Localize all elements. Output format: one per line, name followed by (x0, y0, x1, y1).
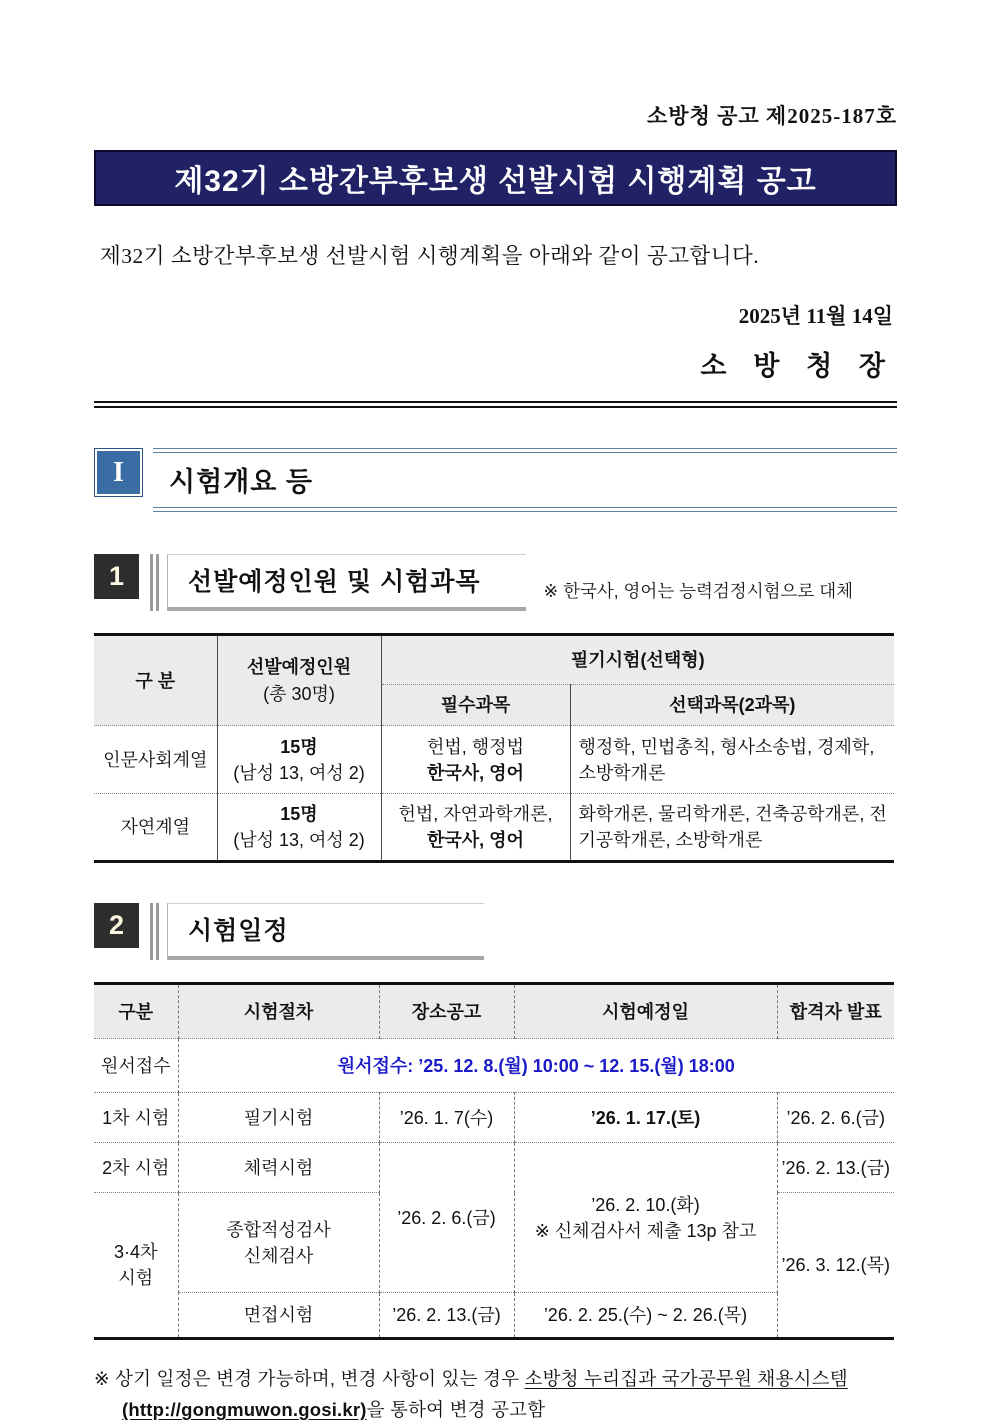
schedule-change-note-line1 (94, 1364, 897, 1395)
table1-science-required (381, 794, 570, 862)
schedule-change-note (94, 1364, 897, 1425)
document-title: 제32기 소방간부후보생 선발시험 시행계획 공고 (174, 165, 817, 198)
table2-header-venue: 장소공고 (379, 984, 514, 1039)
table2-merged-date (514, 1143, 777, 1293)
subsection-2-number-box (94, 903, 139, 948)
table2-first-procedure: 필기시험 (178, 1093, 379, 1143)
table2-merged-date-note: ※ 신체검사서 제출 13p 참고 (534, 1220, 757, 1241)
table2-second-label: 2차 시험 (94, 1143, 178, 1193)
subsection-1-number-box (94, 554, 139, 599)
table2-first-label: 1차 시험 (94, 1093, 178, 1143)
table1-humanities-required-line1: 헌법, 행정법 (427, 736, 524, 757)
table2-row-second-exam (94, 1143, 894, 1193)
table1-science-quota-main: 15명 (280, 804, 318, 825)
schedule-table (94, 982, 894, 1340)
table1-header-quota-line1: 선발예정인원 (246, 657, 352, 678)
horizontal-double-rule (94, 401, 897, 408)
table1-humanities-quota-main: 15명 (280, 736, 318, 757)
table1-row-science (94, 794, 894, 862)
table2-interview-date: ’26. 2. 25.(수) ~ 2. 26.(목) (514, 1293, 777, 1339)
note-line2-suffix: 을 통하여 변경 공고함 (366, 1398, 546, 1420)
table2-merged-venue: ’26. 2. 6.(금) (379, 1143, 514, 1293)
table1-header-elective: 선택과목(2과목) (570, 685, 894, 726)
table2-application-detail: 원서접수: ’25. 12. 8.(월) 10:00 ~ 12. 15.(월) 18:00 (178, 1039, 894, 1093)
subsection-1-number: 1 (108, 561, 125, 591)
table2-third-fourth-label (94, 1193, 178, 1339)
table1-header-quota-line2: (총 30명) (263, 683, 335, 704)
table2-second-procedure: 체력시험 (178, 1143, 379, 1193)
subsection-1-divider-bars (150, 554, 159, 611)
note-url: (http://gongmuwon.gosi.kr) (122, 1398, 367, 1420)
section-1-numeral: I (113, 456, 124, 488)
note-line1-underlined: 소방청 누리집과 국가공무원 채용시스템 (524, 1368, 848, 1390)
table2-third-procedure (178, 1193, 379, 1293)
section-1-bottomline (153, 507, 897, 512)
table1-header-category: 구 분 (94, 635, 217, 726)
table2-interview-venue: ’26. 2. 13.(금) (379, 1293, 514, 1339)
subsection-1-heading (94, 554, 897, 611)
table2-third-label-line2: 시험 (118, 1268, 154, 1289)
table1-row-humanities (94, 726, 894, 794)
subsection-1-title: 선발예정인원 및 시험과목 (167, 554, 526, 611)
title-banner (94, 150, 897, 206)
table1-science-required-line1: 헌법, 자연과학개론, (398, 804, 553, 825)
table2-header-result: 합격자 발표 (777, 984, 894, 1039)
table2-header-procedure: 시험절차 (178, 984, 379, 1039)
table2-header-category: 구분 (94, 984, 178, 1039)
table1-header-quota (217, 635, 381, 726)
subsection-2-title: 시험일정 (167, 903, 484, 960)
document-content (94, 0, 897, 1425)
table2-row-interview (94, 1293, 894, 1339)
table1-science-quota (217, 794, 381, 862)
table1-humanities-required-line2: 한국사, 영어 (427, 762, 524, 783)
table1-science-elective: 화학개론, 물리학개론, 건축공학개론, 전기공학개론, 소방학개론 (570, 794, 894, 862)
section-1-title-block (153, 448, 897, 512)
table2-first-result: ’26. 2. 6.(금) (777, 1093, 894, 1143)
table2-third-procedure-line2: 신체검사 (243, 1245, 314, 1266)
table1-science-quota-sub: (남성 13, 여성 2) (233, 830, 365, 851)
section-1-numeral-box (94, 448, 143, 497)
table2-row-first-exam (94, 1093, 894, 1143)
table2-application-label: 원서접수 (94, 1039, 178, 1093)
table2-interview-procedure: 면접시험 (178, 1293, 379, 1339)
table1-header-required: 필수과목 (381, 685, 570, 726)
section-1-heading (94, 448, 897, 512)
subsection-2-number: 2 (108, 910, 125, 941)
table1-humanities-category: 인문사회계열 (94, 726, 217, 794)
table1-humanities-quota (217, 726, 381, 794)
notice-number: 소방청 공고 제2025-187호 (647, 104, 897, 128)
table2-first-date: ’26. 1. 17.(토) (514, 1093, 777, 1143)
signer-title: 소 방 청 장 (700, 351, 895, 381)
quota-subjects-table (94, 633, 894, 863)
table2-third-result: ’26. 3. 12.(목) (777, 1193, 894, 1339)
table1-science-category: 자연계열 (94, 794, 217, 862)
table1-science-required-line2: 한국사, 영어 (427, 830, 524, 851)
note-line1-prefix: ※ 상기 일정은 변경 가능하며, 변경 사항이 있는 경우 (94, 1368, 525, 1390)
table2-third-label-line1: 3·4차 (114, 1242, 158, 1263)
subsection-2-heading (94, 903, 897, 960)
table2-merged-date-line1: ’26. 2. 10.(화) (591, 1194, 700, 1215)
section-1-title: 시험개요 등 (169, 467, 313, 497)
table2-header-date: 시험예정일 (514, 984, 777, 1039)
table2-first-venue: ’26. 1. 7(수) (379, 1093, 514, 1143)
table2-second-result: ’26. 2. 13.(금) (777, 1143, 894, 1193)
table1-humanities-elective: 행정학, 민법총칙, 형사소송법, 경제학, 소방학개론 (570, 726, 894, 794)
table1-humanities-quota-sub: (남성 13, 여성 2) (233, 762, 365, 783)
table1-header-row-1 (94, 635, 894, 685)
table2-third-procedure-line1: 종합적성검사 (226, 1219, 331, 1240)
subsection-1-note: ※ 한국사, 영어는 능력검정시험으로 대체 (543, 581, 853, 601)
intro-paragraph: 제32기 소방간부후보생 선발시험 시행계획을 아래와 같이 공고합니다. (100, 244, 760, 268)
table1-header-written: 필기시험(선택형) (381, 635, 894, 685)
schedule-change-note-line2 (94, 1395, 897, 1425)
table1-humanities-required (381, 726, 570, 794)
announcement-date: 2025년 11월 14일 (738, 304, 893, 328)
table2-header-row (94, 984, 894, 1039)
table2-row-application (94, 1039, 894, 1093)
subsection-2-divider-bars (150, 903, 159, 960)
